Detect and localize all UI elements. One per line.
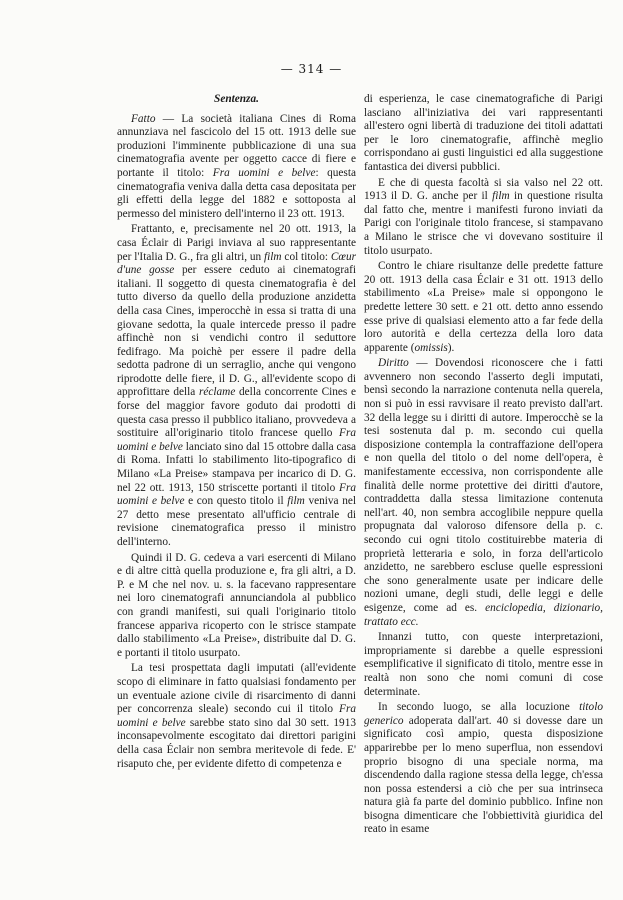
text-run: Innanzi tutto, con queste interpretazioni, impropriamente si darebbe a quelle espressioni esemplificative il significato di titolo, mentre esse in realtà non sono che nomi comuni di cose determinate. [364, 631, 603, 698]
left-column [117, 93, 356, 773]
paragraph [117, 552, 356, 661]
text-run: E che di questa facoltà si sia valso nel 22 ott. 1913 il D. G. anche per il [364, 176, 603, 203]
italic-run: Fra uomini e belve [117, 427, 356, 453]
paragraph [117, 113, 356, 222]
italic-run: film [287, 495, 305, 508]
section-heading: Sentenza. [214, 93, 259, 105]
italic-run: réclame [198, 386, 236, 399]
text-run: in questione risulta dal fatto che, mentre i manifesti furono inviati da Parigi con l'originale titolo francese, si stampavano a Milano le strisce che vi dovevano sostituire il titolo usurpato. [364, 190, 603, 257]
italic-run: Fatto [131, 112, 156, 125]
paragraph [364, 260, 603, 355]
paragraph [117, 662, 356, 771]
text-run: veniva nel 27 detto mese presentato all'ufficio centrale di revisione cinematografica presso il ministro dell'interno. [117, 495, 357, 548]
text-run: — La società italiana Cines di Roma annunziava nel fascicolo del 15 ott. 1913 delle sue produzioni l'imminente pubblicazione di una sua cinematografia avente per oggetto cacce di fiere e portante il titolo: [117, 112, 356, 179]
italic-run: Fra uomini e belve [117, 481, 356, 508]
text-run: della concorrente Cines e forse del maggior favore goduto dai prodotti di questa casa presso il pubblico italiano, provvedeva a sostituire all'originario titolo francese quello [117, 386, 357, 440]
text-run: : questa cinematografia veniva dalla detta casa depositata per gli effetti della legge del 1882 e sottoposta al permesso del ministero dell'interno il 23 ott. 1913. [117, 166, 356, 220]
italic-run: Fra uomini e belve [212, 166, 316, 179]
text-run: e con questo titolo il [184, 495, 288, 508]
paragraph [364, 357, 603, 629]
text-run: lanciato sino dal 15 ottobre dalla casa di Roma. Infatti lo stabilimento lito-tipografico di Milano «La Preise» stampava per incarico di D. G. nel 22 ott. 1913, 150 striscette portanti il titolo [117, 440, 356, 494]
italic-run: film [492, 190, 510, 203]
right-column [364, 93, 603, 839]
italic-run: Fra uomini e belve [117, 703, 356, 729]
paragraph [364, 631, 603, 699]
text-run: per essere ceduto ai cinematografi italiani. Il soggetto di questa cinematografia è del tutto diverso da quello della produzione anzidetta della casa Cines, imperocchè in essa si tratta di una giovane sedotta, la quale intercede presso il padre affinchè non si vendichi contro il seduttore fedifrago. Ma poichè per essere il padre della sedotta padrone di un serraglio, anche qui vengono riprodotte delle fiere, il D. G., all'evidente scopo di approfittare della [117, 264, 356, 399]
paragraph [117, 223, 356, 549]
text-run: Quindi il D. G. cedeva a vari esercenti di Milano e di altre città quella produzione e, fra gli altri, a D. P. e M che nel nov. u. s. la facevano rappresentare nei loro cinematografi annunciandola al pubblico con grandi manifesti, sui quali l'originario titolo francese appariva ricoperto con le strisce stampate dallo stabilimento «La Preise», distribuite dal D. G. e portanti il titolo usurpato. [117, 551, 356, 659]
text-run: Frattanto, e, precisamente nel 20 ott. 1913, la casa Éclair di Parigi inviava al suo rappresentante per l'Italia D. G., fra gli altri, un [117, 223, 356, 263]
text-run: In secondo luogo, se alla locuzione [378, 701, 580, 714]
text-run: Contro le chiare risultanze delle predette fatture 20 ott. 1913 della casa Éclair e 31 ott. 1913 dello stabilimento «La Preise» male si oppongono le predette lettere 30 sett. e 21 ott. detto anno essendo esse prive di qualsiasi elemento atto a far fede della loro autorità e della certezza della loro data apparente ( [364, 260, 603, 354]
italic-run: film [264, 250, 282, 263]
page-number: — 314 — [280, 62, 343, 76]
text-run: col titolo: [281, 250, 331, 263]
paragraph [364, 701, 603, 837]
text-run: sarebbe stato sino dal 30 sett. 1913 inconsapevolmente escogitato dai direttori parigini della casa Éclair non sembra meritevole di fede. E' risaputo che, per evidente difetto di competenza e [117, 716, 357, 770]
italic-run: Cœur d'une gosse [117, 250, 356, 277]
italic-run: omissis [414, 341, 448, 354]
italic-run: titolo generico [364, 701, 603, 727]
right-paragraphs [364, 93, 603, 837]
text-run: adoperata dall'art. 40 si dovesse dare un significato così ampio, questa disposizione apparirebbe per lo meno superflua, non essendovi proprio bisogno di una speciale norma, ma discendendo dalla ragione stessa della legge, ch'essa non possa estendersi a ciò che per sua intrinseca natura già fa parte del dominio pubblico. Infine non bisogna dimenticare che l'obbiettività giuridica del reato in esame [364, 714, 603, 836]
text-run: ). [447, 341, 455, 354]
paragraph [364, 93, 603, 175]
paragraph [364, 177, 603, 259]
text-run: di esperienza, le case cinematografiche di Parigi lasciano all'iniziativa dei vari rappresentanti all'estero ogni libertà di traduzione dei titoli adattati per le loro cinematografie, affinchè meglio corrispondano ai gusti linguistici ed alla suggestione fantastica dei diversi pubblici. [364, 93, 603, 173]
text-run: La tesi prospettata dagli imputati (all'evidente scopo di eliminare in fatto qualsiasi fondamento per un eventuale azione civile di risarcimento di danni per concorrenza sleale) secondo cui il titolo [117, 662, 356, 716]
text-run: — Dovendosi riconoscere che i fatti avvennero non secondo l'asserto degli imputati, bensì secondo la narrazione contenuta nella querela, non si può in essi ravvisare il reato previsto dall'art. 32 della legge su i diritti di autore. Imperocchè se la tesi sostenuta dal p. m. secondo cui quella disposizione contempla la contraffazione dell'opera e non quella del titolo o del nome dell'opera, è manifestamente eccessiva, non corrispondente alle finalità delle norme protettive dei diritti d'autore, contraddetta dalla stessa limitazione contenuta nell'art. 40, non sembra accoglibile neppure quella propugnata dal valoroso difensore della p. c. secondo cui ogni titolo costituirebbe materia di proprietà letteraria e solo, in forza dell'articolo anzidetto, ne sarebbero escluse quelle espressioni che sono generalmente usate per indicare delle nozioni umane, degli studi, delle leggi e delle esigenze, come ad es. [364, 357, 603, 614]
italic-run: enciclopedia, dizionario, trattato ecc. [364, 601, 604, 628]
italic-run: Diritto [378, 357, 409, 370]
left-paragraphs [117, 113, 356, 772]
